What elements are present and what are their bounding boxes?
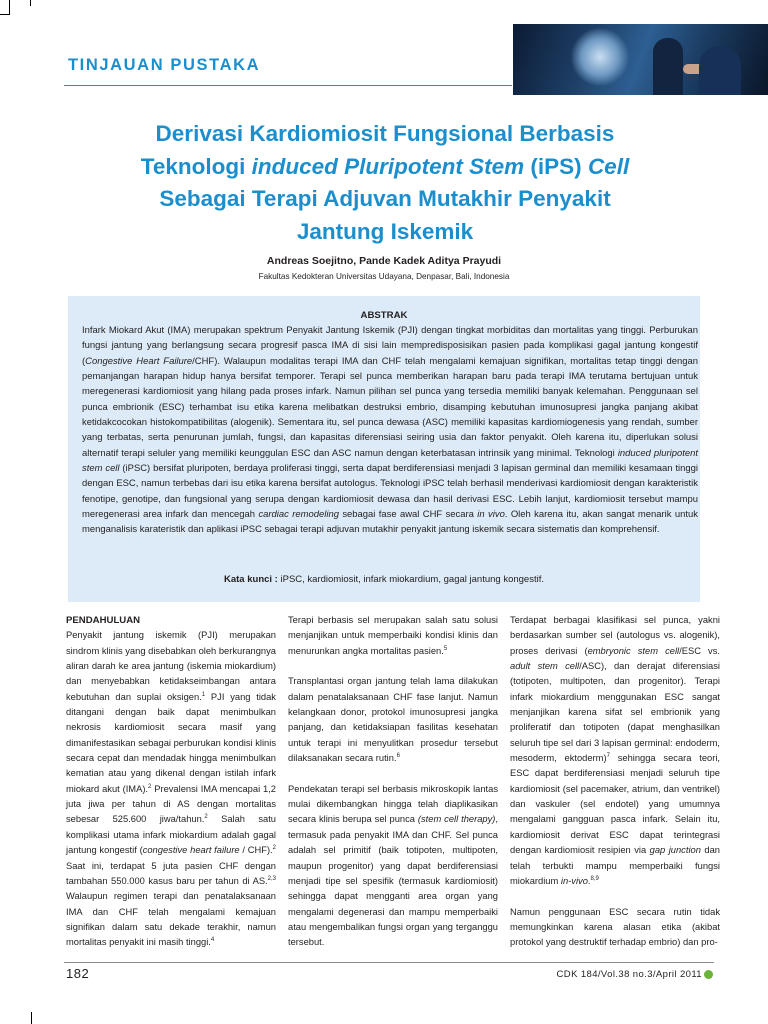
footer-rule bbox=[64, 962, 714, 963]
section-label: TINJAUAN PUSTAKA bbox=[68, 56, 261, 74]
title-line-1: Derivasi Kardiomiosit Fungsional Berbasis bbox=[155, 121, 615, 146]
citation: 4 bbox=[210, 937, 215, 944]
body-column-1 bbox=[66, 613, 276, 951]
title-line-2 bbox=[80, 151, 690, 184]
paragraph bbox=[288, 782, 498, 951]
italic-text: congestive heart failure bbox=[142, 845, 240, 856]
paragraph bbox=[510, 905, 720, 951]
abstract-text: . Oleh karena itu, akan sangat menarik untuk menganalisis karateristik dan aplikasi iPSC sebagai terapi adjuvan mutakhir penyakit jantung iskemik secara sistematis dan komprehensif. bbox=[82, 509, 698, 536]
leaf-icon bbox=[704, 970, 713, 979]
citation: 2,3 bbox=[267, 875, 276, 882]
abstract-heading: ABSTRAK bbox=[360, 310, 408, 321]
citation: 2 bbox=[204, 814, 208, 821]
citation: 2 bbox=[272, 845, 276, 852]
citation: 8,9 bbox=[590, 875, 599, 882]
citation: 6 bbox=[396, 752, 400, 759]
journal-citation: CDK 184/Vol.38 no.3/April 2011 bbox=[556, 969, 702, 980]
crop-mark-top-center bbox=[30, 0, 31, 6]
citation: 2 bbox=[148, 783, 152, 790]
crop-mark-top-left-v bbox=[9, 0, 10, 14]
paragraph bbox=[288, 674, 498, 766]
abstract-text: /CHF). Walaupun modalitas terapi IMA dan CHF telah mengalami kemajuan signifikan, mortalitas tetap tinggi dengan pemanjangan harapan hidup hanya bersifat temporer. Terapi sel punca memberikan harapan baru pada terapi IMA terutama bertujuan untuk meregenerasi kardiomiosit yang hilang pada proses infark. Namun pilihan sel punca yang tersedia memiliki banyak kelemahan. Penggunaan sel punca embrionik (ESC) terhambat isu etika karena melibatkan destruksi embrio, disamping kebutuhan imunosupresi jangka panjang akibat ketidakcocokan histokompatibilitas (alogenik). Sementara itu, sel punca dewasa (ASC) memiliki kapasitas kardiomiogenesis yang rendah, sumber yang terbatas, serta penurunan jumlah, fungsi, dan kapasitas diferensiasi seiring usia dan faktor penyakit. Oleh karena itu, diperlukan solusi alternatif terapi seluler yang memiliki keunggulan ESC dan ASC namun dengan keterbatasan intrinsik yang minimal. Teknologi bbox=[82, 355, 699, 459]
crop-mark-top-left-h bbox=[0, 14, 10, 15]
text: , termasuk pada penyakit IMA dan CHF. Sel punca adalah sel primitif (baik totipoten, multipoten, maupun progenitor) yang dapat berdiferensiasi menjadi tipe sel spesifik (termasuk kardiomiosit) sehingga dapat mengganti area organ yang mengalami degenerasi dan mampu memperbaiki atau mengembalikan fungsi organ yang terganggu tersebut. bbox=[288, 814, 498, 948]
text: Saat ini, terdapat 5 juta pasien CHF dengan tambahan 550.000 kasus baru per tahun di AS. bbox=[66, 860, 276, 886]
text: sehingga secara teori, ESC dapat berdiferensiasi menjadi seluruh tipe kardiomiosit (sel pacemaker, atrium, dan ventrikel) dan vaskuler (sel endotel) yang umumnya mengalami gangguan pasca infark. Selain itu, kardiomiosit derivat ESC dapat terintegrasi dengan kardiomiosit resipien via bbox=[510, 753, 720, 856]
abstract-italic: cardiac remodeling bbox=[258, 509, 339, 521]
crop-mark-bottom-left bbox=[31, 1012, 32, 1024]
keywords bbox=[0, 574, 768, 585]
italic-text: (stem cell therapy) bbox=[417, 814, 496, 825]
surgeon-figure bbox=[653, 38, 683, 95]
italic-text: in-vivo bbox=[560, 875, 588, 886]
text: Penyakit jantung iskemik (PJI) merupakan sindrom klinis yang disebabkan oleh berkurangnya aliran darah ke area jantung (iskemia miokardium) dan menyebabkan ketidakseimbangan antara kebutuhan dan suplai oksigen. bbox=[66, 630, 276, 702]
abstract-text: (iPSC) bersifat pluripoten, berdaya proliferasi tinggi, serta dapat berdiferensiasi menjadi 3 lapisan germinal dan memiliki kesamaan tinggi dengan ESC, namun terbebas dari isu etika karena bersifat autologus. Teknologi iPSC telah berhasil menderivasi kardiomiosit dengan karakteristik fenotipe, genotipe, dan fungsional yang serupa dengan kardiomiosit dewasa dan hasil derivasi ESC. Lebih lanjut, kardiomiosit tersebut mampu meregenerasi area infark dan mencegah bbox=[82, 463, 699, 521]
keywords-list: iPSC, kardiomiosit, infark miokardium, gagal jantung kongestif. bbox=[277, 574, 544, 585]
citation: 1 bbox=[201, 691, 206, 698]
abstract-text: Infark Miokard Akut (IMA) merupakan spektrum Penyakit Jantung Iskemik (PJI) dengan tingkat morbiditas dan mortalitas yang tinggi. Perburukan fungsi jantung yang berlangsung secara progresif pasca IMA di sisi lain mempredisposisikan pasien pada komplikasi gagal jantung kongestif ( bbox=[82, 325, 698, 367]
abstract-italic: induced pluripotent stem cell bbox=[82, 447, 698, 475]
surgeon-figure-2 bbox=[699, 46, 741, 95]
authors: Andreas Soejitno, Pande Kadek Aditya Prayudi bbox=[266, 255, 502, 267]
paragraph bbox=[510, 613, 720, 889]
citation: 5 bbox=[443, 645, 448, 652]
text: Namun penggunaan ESC secara rutin tidak memungkinkan karena alasan etika (akibat protokol yang destruktif terhadap embrio) dan pro- bbox=[510, 906, 720, 948]
paragraph bbox=[288, 613, 498, 659]
text: Transplantasi organ jantung telah lama dilakukan dalam penatalaksanaan CHF fase lanjut. Namun kelangkaan donor, protokol imunosupresi jangka panjang, dan ketidaksiapan fasilitas kesehatan untuk terapi ini menyulitkan prosedur tersebut dilaksanakan secara rutin. bbox=[288, 676, 498, 764]
surgical-lamp bbox=[571, 28, 629, 86]
abstract-italic: in vivo bbox=[477, 509, 505, 521]
text: . bbox=[587, 875, 591, 886]
keywords-label: Kata kunci : bbox=[224, 574, 278, 585]
text: Prevalensi IMA mencapai 1,2 juta jiwa per tahun di AS dengan mortalitas sebesar 525.600 jiwa/tahun. bbox=[66, 783, 276, 825]
paragraph bbox=[66, 628, 276, 950]
affiliation: Fakultas Kedokteran Universitas Udayana, Denpasar, Bali, Indonesia bbox=[258, 272, 510, 281]
text: PJI yang tidak ditangani dengan baik dapat menimbulkan nekrosis kardiomiosit secara masif yang dimanifestasikan sebagai perburukan kondisi klinis secara cepat dan mendadak hingga menimbulkan kematian atau yang dikenal dengan istilah infark miokard akut (IMA). bbox=[66, 691, 276, 794]
title-italic: Cell bbox=[587, 153, 630, 179]
header-photo bbox=[513, 24, 768, 95]
text: Salah satu komplikasi utama infark miokardium adalah gagal jantung kongestif ( bbox=[66, 814, 276, 856]
article-title bbox=[80, 118, 690, 248]
text: Walaupun regimen terapi dan penatalaksanaan IMA dan CHF telah mengalami kemajuan signifikan dalam satu dekade terakhir, namun mortalitas penyakit ini masih tinggi. bbox=[66, 891, 276, 948]
title-italic: induced Pluripotent Stem bbox=[251, 153, 525, 179]
page-number: 182 bbox=[66, 966, 90, 981]
abstract-text: sebagai fase awal CHF secara bbox=[338, 509, 478, 521]
italic-text: gap junction bbox=[649, 845, 701, 856]
text: / CHF). bbox=[239, 845, 273, 856]
text: Terapi berbasis sel merupakan salah satu solusi menjanjikan untuk memperbaiki kondisi klinis dan menurunkan angka mortalitas pasien. bbox=[288, 615, 498, 656]
title-text: (iPS) bbox=[524, 153, 588, 179]
title-text: Teknologi bbox=[140, 153, 252, 179]
text: /ESC vs. bbox=[679, 645, 720, 656]
italic-text: embryonic stem cell bbox=[587, 645, 680, 656]
body-column-3 bbox=[510, 613, 720, 951]
header-rule bbox=[64, 85, 512, 86]
section-heading: PENDAHULUAN bbox=[66, 615, 141, 626]
title-line-3: Sebagai Terapi Adjuvan Mutakhir Penyakit bbox=[159, 186, 611, 211]
text: dan telah terbukti mampu memperbaiki fungsi miokardium bbox=[510, 845, 720, 886]
citation: 7 bbox=[606, 752, 610, 759]
abstract-body bbox=[82, 323, 698, 538]
title-line-4: Jantung Iskemik bbox=[296, 218, 474, 244]
abstract-italic: Congestive Heart Failure bbox=[85, 355, 193, 367]
italic-text: adult stem cell bbox=[510, 661, 580, 672]
text: Pendekatan terapi sel berbasis mikroskopik lantas mulai dikembangkan hingga telah diaplikasikan secara klinis berupa sel punca bbox=[288, 783, 498, 825]
text: Terdapat berbagai klasifikasi sel punca, yakni berdasarkan sumber sel (autologus vs. alogenik), proses derivasi ( bbox=[510, 615, 720, 656]
body-column-2 bbox=[288, 613, 498, 951]
text: /ASC), dan derajat diferensiasi (totipoten, multipoten, dan progenitor). Terapi infark miokardium menggunakan ESC sangat menjanjikan karena sifat sel embrionik yang proliferatif dan totipoten (dapat menghasilkan seluruh tipe sel dari 3 lapisan germinal: endoderm, mesoderm, ektoderm) bbox=[510, 661, 720, 764]
